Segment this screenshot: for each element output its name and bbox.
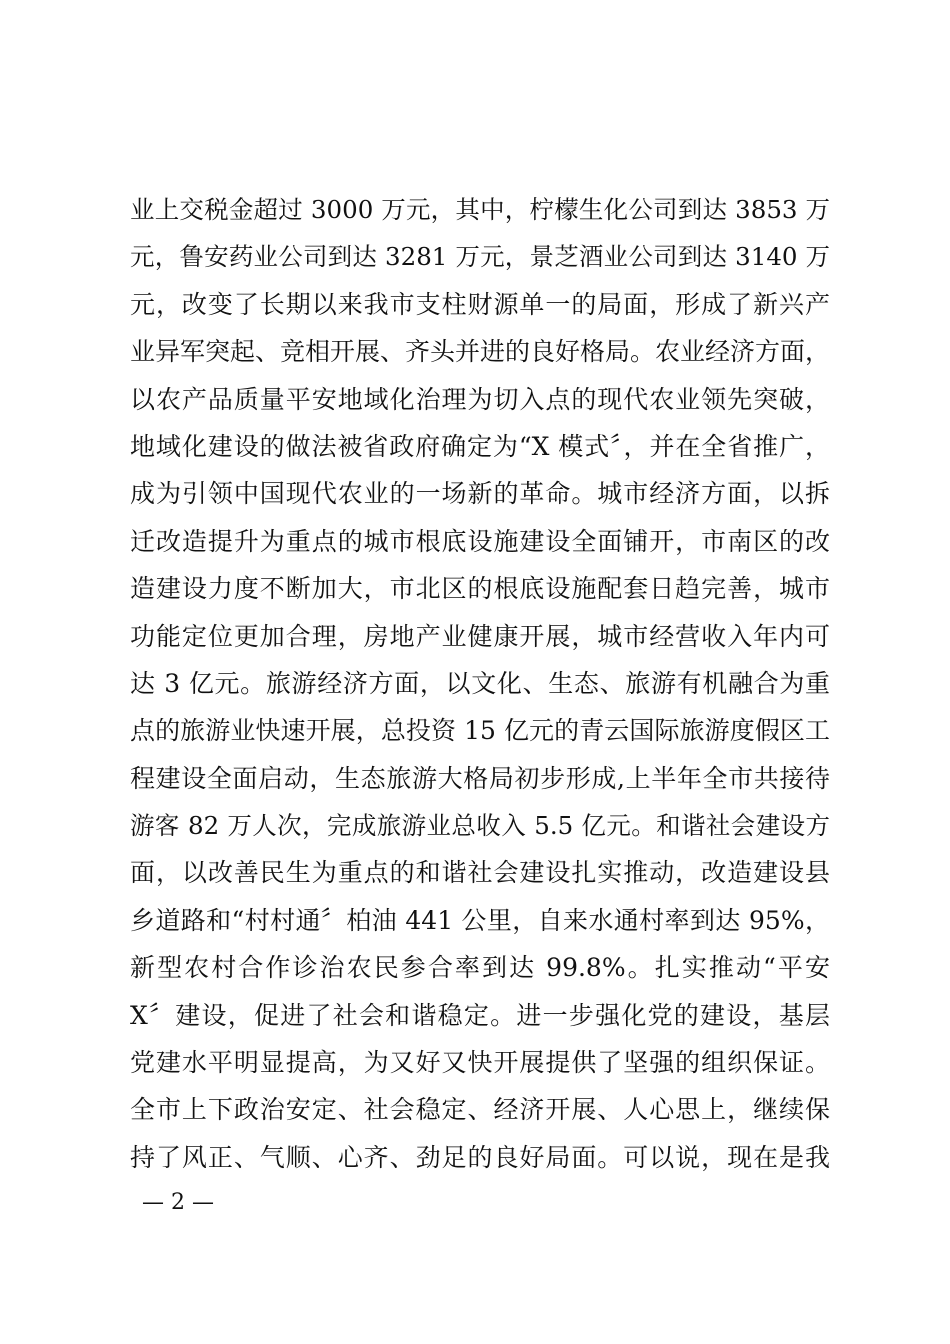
text-line: 程建设全面启动，生态旅游大格局初步形成,上半年全市共接待: [130, 763, 830, 793]
text-line: 业上交税金超过 3000 万元，其中，柠檬生化公司到达 3853 万: [130, 195, 830, 224]
page-number: — 2 —: [142, 1190, 214, 1215]
body-text: [130, 186, 830, 1181]
text-line: 持了风正、气顺、心齐、劲足的良好局面。可以说，现在是我: [130, 1142, 830, 1172]
text-line: 业异军突起、竞相开展、齐头并进的良好格局。农业经济方面，: [130, 337, 831, 367]
text-line: 地域化建设的做法被省政府确定为“X 模式〞，并在全省推广，: [130, 431, 830, 461]
text-line: 功能定位更加合理，房地产业健康开展，城市经营收入年内可: [130, 621, 830, 651]
text-line: 迁改造提升为重点的城市根底设施建设全面铺开，市南区的改: [130, 526, 830, 556]
text-line: 元，鲁安药业公司到达 3281 万元，景芝酒业公司到达 3140 万: [130, 242, 830, 272]
text-line: 游客 82 万人次，完成旅游业总收入 5.5 亿元。和谐社会建设方: [130, 811, 830, 841]
text-line: 点的旅游业快速开展，总投资 15 亿元的青云国际旅游度假区工: [130, 716, 830, 746]
text-line: X〞建设，促进了社会和谐稳定。进一步强化党的建设，基层: [130, 1000, 830, 1030]
text-line: 全市上下政治安定、社会稳定、经济开展、人心思上，继续保: [130, 1095, 830, 1125]
text-line: 乡道路和“村村通〞柏油 441 公里，自来水通村率到达 95%，: [130, 905, 830, 935]
text-line: 达 3 亿元。旅游经济方面，以文化、生态、旅游有机融合为重: [130, 668, 830, 698]
text-line: 成为引领中国现代农业的一场新的革命。城市经济方面，以拆: [130, 479, 830, 509]
text-line: 面，以改善民生为重点的和谐社会建设扎实推动，改造建设县: [130, 858, 830, 888]
text-line: 元，改变了长期以来我市支柱财源单一的局面，形成了新兴产: [130, 289, 830, 319]
text-line: 新型农村合作诊治农民参合率到达 99.8%。扎实推动“平安: [130, 953, 830, 983]
text-line: 党建水平明显提高，为又好又快开展提供了坚强的组织保证。: [130, 1048, 830, 1078]
text-line: 造建设力度不断加大，市北区的根底设施配套日趋完善，城市: [130, 574, 830, 604]
text-line: 以农产品质量平安地域化治理为切入点的现代农业领先突破，: [130, 384, 830, 414]
